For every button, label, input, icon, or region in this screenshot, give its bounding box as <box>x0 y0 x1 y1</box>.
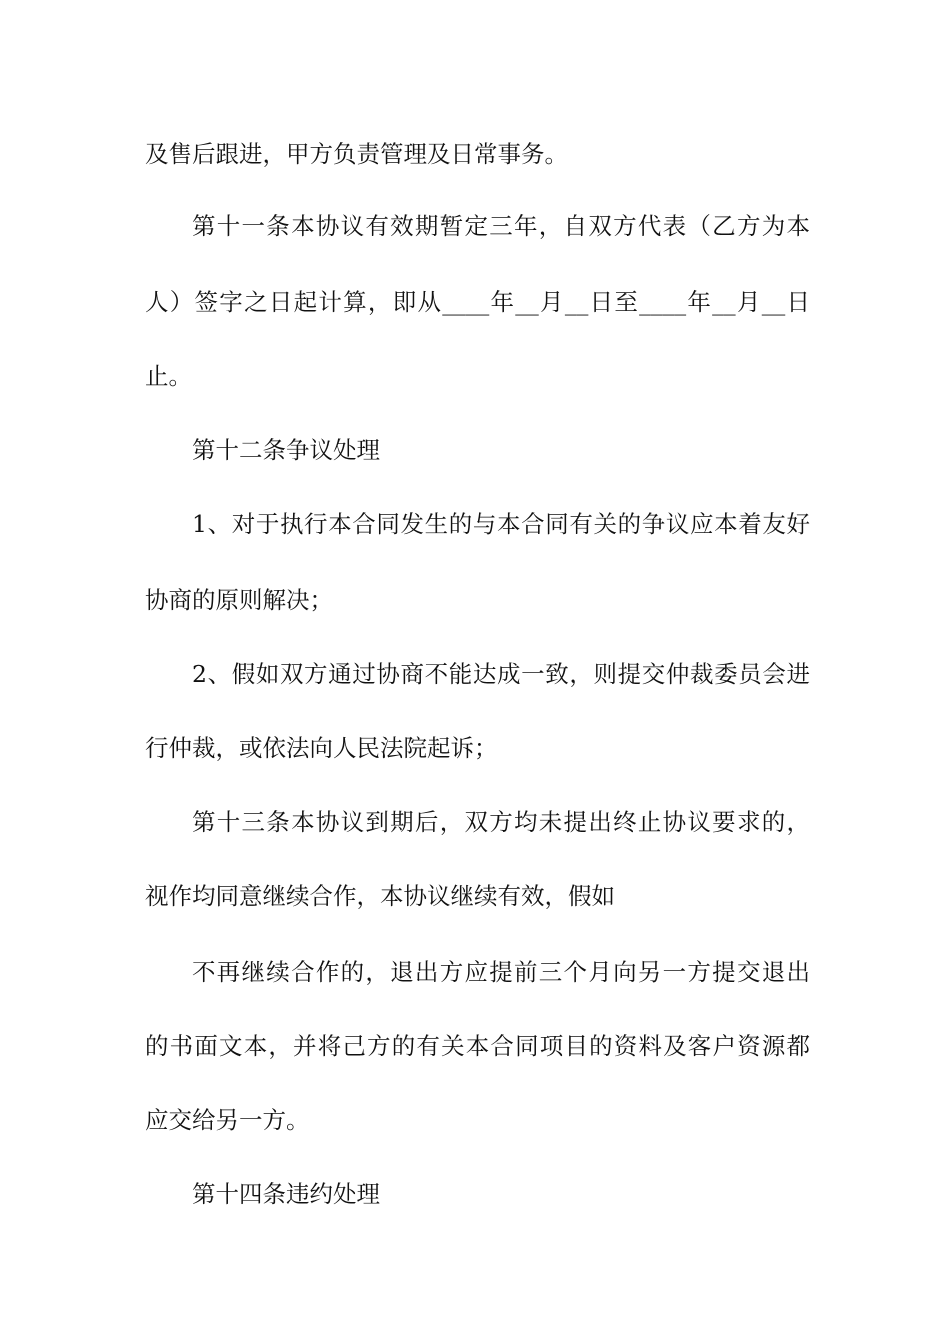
clause-11-line-2: 人）签字之日起计算，即从____年__月__日至____年__月__日 <box>145 288 810 316</box>
clause-13-line-4: 的书面文本，并将己方的有关本合同项目的资料及客户资源都 <box>145 1032 810 1060</box>
clause-13-line-5: 应交给另一方。 <box>145 1106 310 1134</box>
clause-13-line-2: 视作均同意继续合作，本协议继续有效，假如 <box>145 882 615 910</box>
clause-11-line-3: 止。 <box>145 362 192 390</box>
clause-12-item-2-line-2: 行仲裁，或依法向人民法院起诉； <box>145 734 498 762</box>
clause-11-line-1: 第十一条本协议有效期暂定三年，自双方代表（乙方为本 <box>192 212 810 240</box>
clause-12-heading: 第十二条争议处理 <box>192 436 380 464</box>
clause-13-line-3: 不再继续合作的，退出方应提前三个月向另一方提交退出 <box>192 958 810 986</box>
paragraph-line: 及售后跟进，甲方负责管理及日常事务。 <box>145 140 568 168</box>
clause-14-heading: 第十四条违约处理 <box>192 1180 380 1208</box>
clause-12-item-1-line-1: 1、对于执行本合同发生的与本合同有关的争议应本着友好 <box>192 510 810 538</box>
clause-12-item-2-line-1: 2、假如双方通过协商不能达成一致，则提交仲裁委员会进 <box>192 660 810 688</box>
clause-13-line-1: 第十三条本协议到期后，双方均未提出终止协议要求的， <box>192 808 810 836</box>
clause-12-item-1-line-2: 协商的原则解决； <box>145 586 333 614</box>
